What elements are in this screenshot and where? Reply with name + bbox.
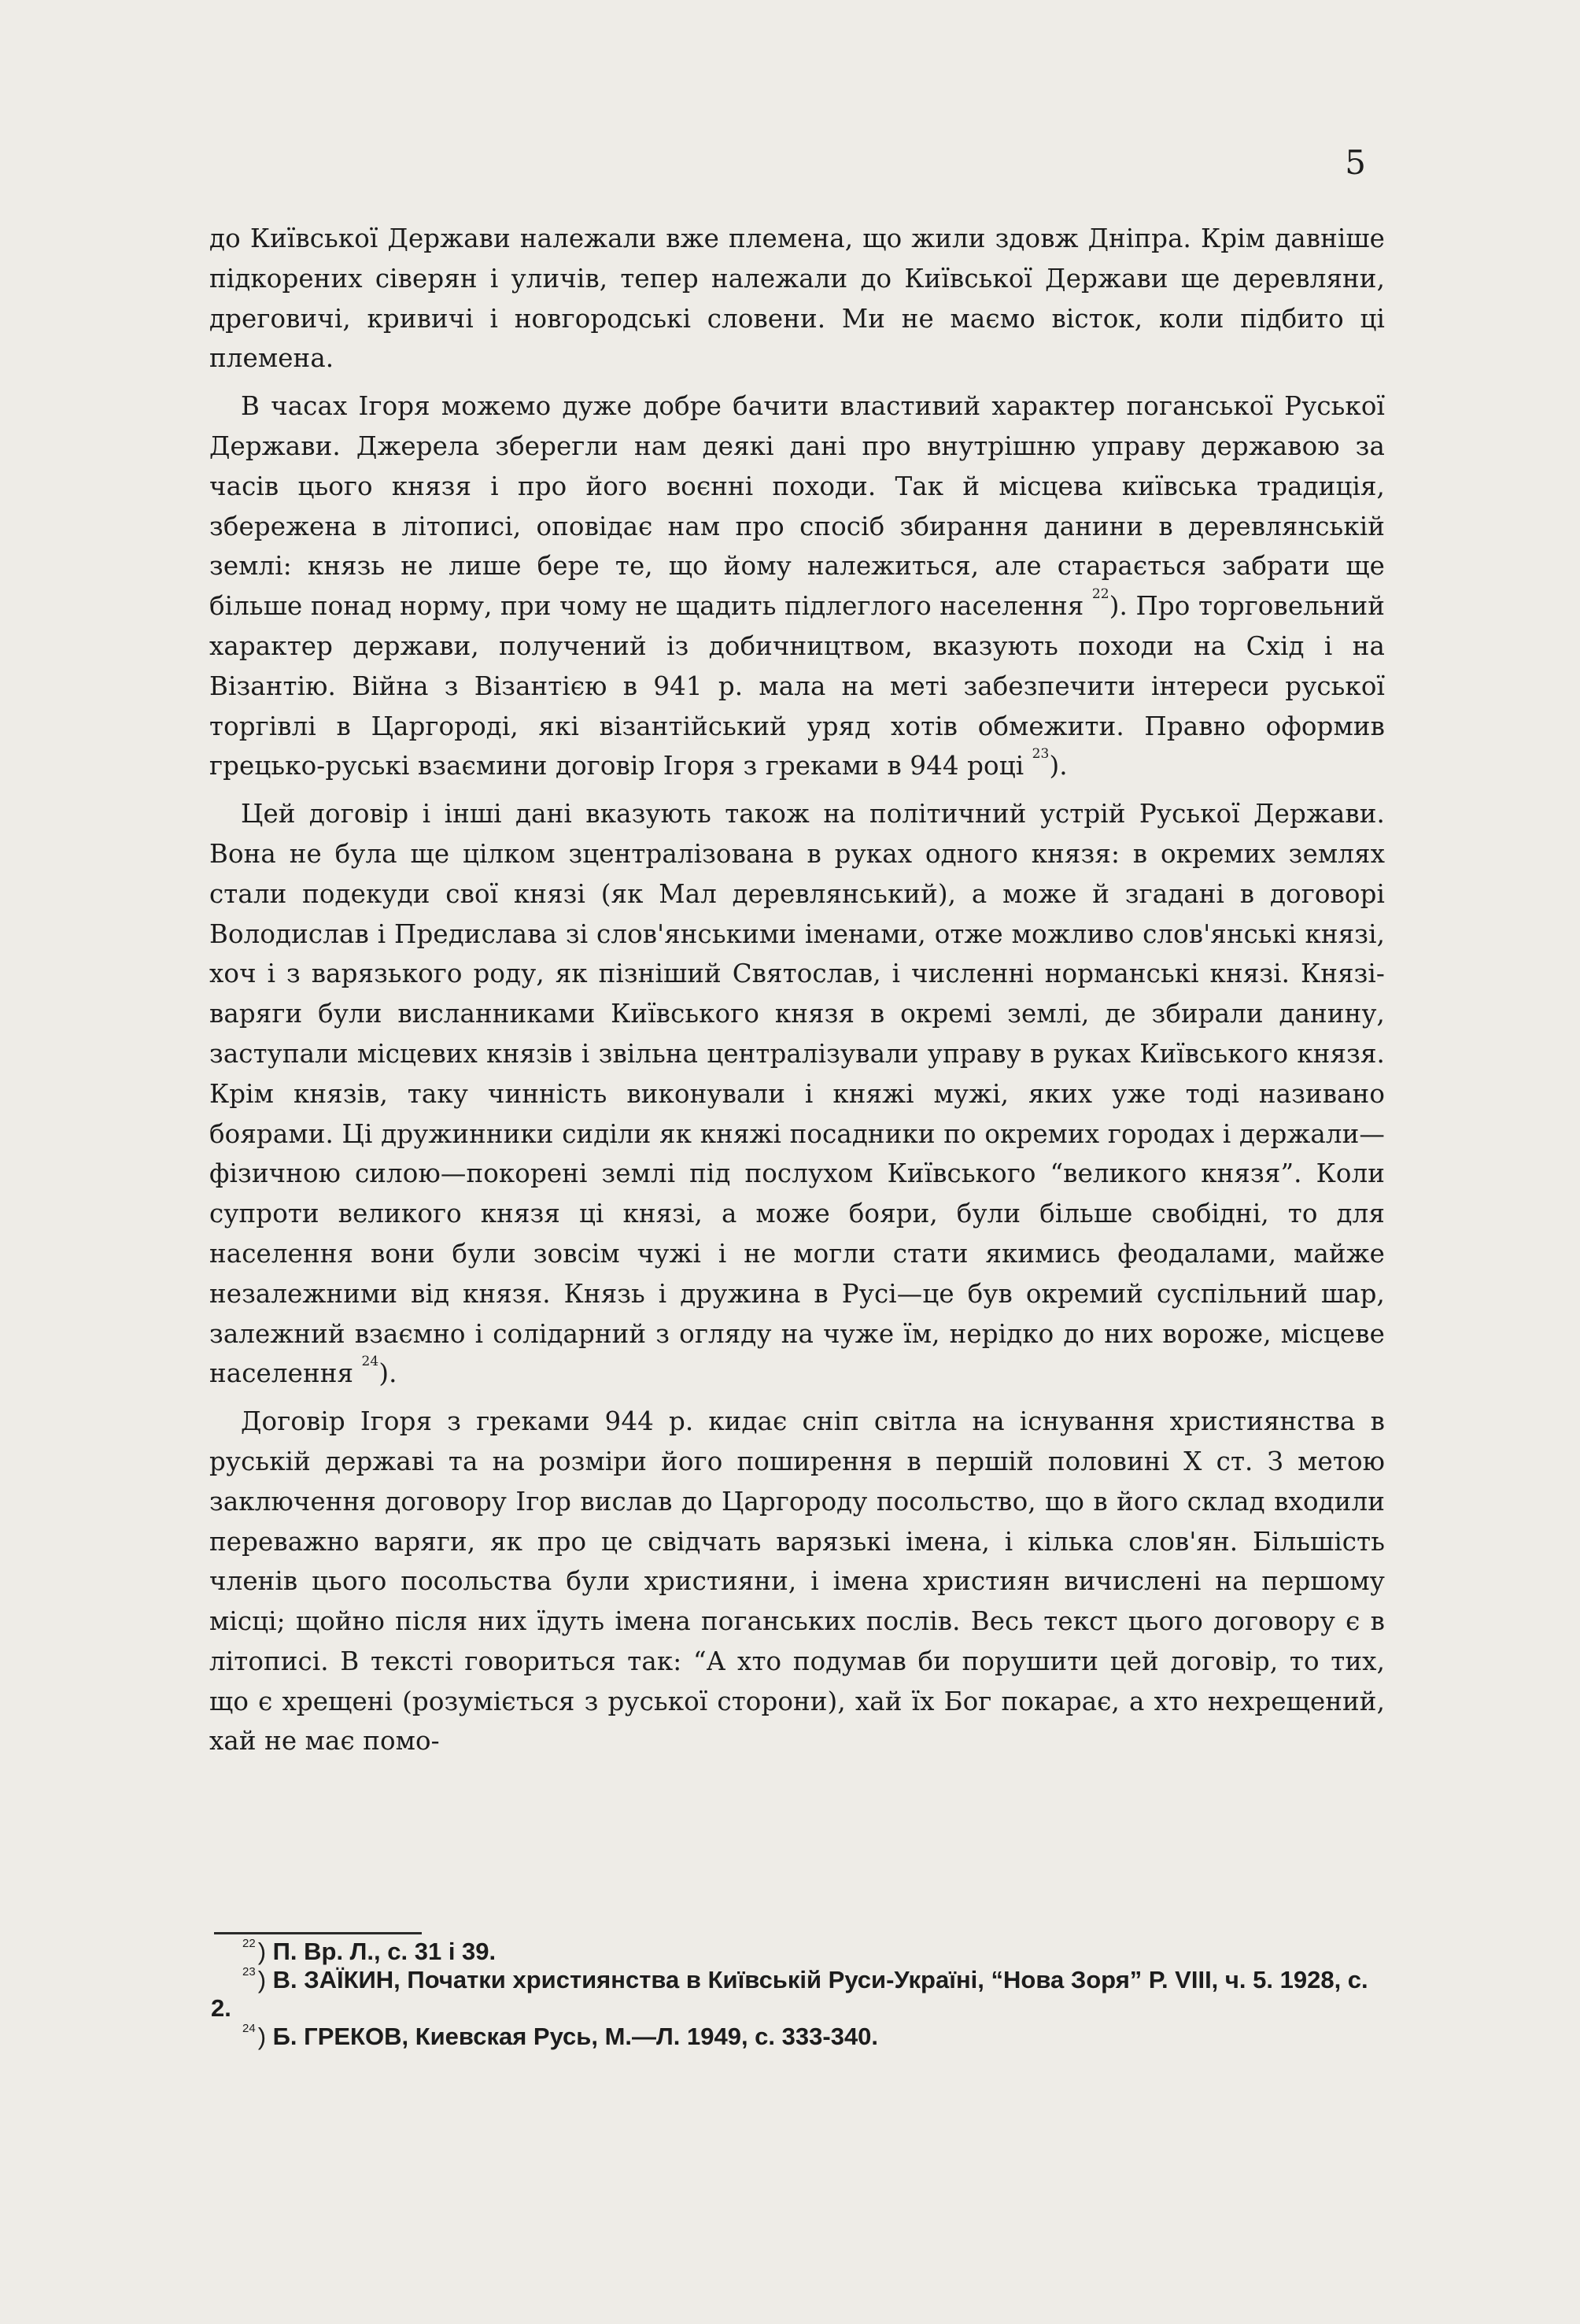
paragraph-3 (209, 794, 1385, 1394)
footnote-mark-23: 23 (242, 1965, 256, 1979)
footnote-mark-24: 24 (242, 2022, 256, 2035)
footnote-ref-23: 23 (1032, 746, 1050, 763)
page-number: 5 (1345, 143, 1366, 182)
main-text (209, 219, 1385, 1769)
paragraph-3-text-b: ). (378, 1358, 397, 1389)
paragraph-2-text-a: В часах Ігоря можемо дуже добре бачити властивий характер поганської Руської Держави. Джерела зберегли нам деякі дані про внутрішню управу державою за часів цього князя і про його воєнні походи. Так й місцева київська традиція, збережена в літописі, оповідає нам про спосіб збирання данини в деревлянській землі: князь не лише бере те, що йому належиться, але старається забрати ще більше понад норму, при чому не щадить підлеглого населення (209, 391, 1385, 622)
footnote-ref-22: 22 (1091, 586, 1109, 603)
paragraph-4-text: Договір Ігоря з греками 944 р. кидає сніп світла на існування християнства в руській державі та на розміри його поширення в першій половині X ст. З метою заключення договору Ігор вислав до Царгороду посольство, що в його склад входили переважно варяги, як про це свідчать варязькі імена, і кілька слов'ян. Більшість членів цього посольства були християни, і імена християн вичислені на першому місці; щойно після них їдуть імена поганських послів. Весь текст цього договору є в літописі. В тексті говориться так: “А хто подумав би порушити цей договір, то тих, що є хрещені (розуміється з руської сторони), хай їх Бог покарає, а хто нехрещений, хай не має помо- (209, 1406, 1385, 1757)
footnote-24: $^{24}$) Б. ГРЕКОВ, Киевская Русь, М.—Л. 1949, с. 333-340. (242, 2022, 879, 2050)
footnotes (211, 1938, 1386, 2051)
footnote-24-text: Б. ГРЕКОВ, Киевская Русь, М.—Л. 1949, с. 333-340. (272, 2023, 879, 2050)
footnote-22-text: П. Вр. Л., с. 31 і 39. (272, 1938, 497, 1965)
footnote-divider (214, 1932, 422, 1934)
paragraph-1 (209, 219, 1385, 379)
paragraph-1-text: до Київської Держави належали вже племена, що жили здовж Дніпра. Крім давніше підкорених сіверян і уличів, тепер належали до Київської Держави ще деревляни, дреговичі, кривичі і новгородські словени. Ми не маємо вісток, коли підбито ці племена. (209, 224, 1385, 374)
footnote-23-text: В. ЗАЇКИН, Початки християнства в Київській Руси-Україні, “Нова Зоря” Р. VIII, ч. 5. 1928, с. 2. (211, 1966, 1368, 2022)
footnote-23: $^{23}$) В. ЗАЇКИН, Початки християнства в Київській Руси-Україні, “Нова Зоря” Р. VIII, ч. 5. 1928, с. 2. (211, 1965, 1368, 2022)
paragraph-2-text-b: ). Про торговельний характер держави, получений із добичництвом, вказують походи на Схід і на Візантію. Війна з Візантією в 941 р. мала на меті забезпечити інтереси руської торгівлі в Царгороді, які візантійський уряд хотів обмежити. Правно оформив грецько-руські взаємини договір Ігоря з греками в 944 році (209, 591, 1385, 781)
paragraph-2-text-c: ). (1049, 751, 1068, 781)
paragraph-3-text-a: Цей договір і інші дані вказують також на політичний устрій Руської Держави. Вона не була ще цілком зцентралізована в руках одного князя: в окремих землях стали подекуди свої князі (як Мал деревлянський), а може й згадані в договорі Володислав і Предислава зі слов'янськими іменами, отже можливо слов'янські князі, хоч і з варязького роду, як пізніший Святослав, і численні норманські князі. Князі-варяги були висланниками Київського князя в окремі землі, де збирали данину, заступали місцевих князів і звільна централізували управу в руках Київського князя. Крім князів, таку чинність виконували і княжі мужі, яких уже тоді називано боярами. Ці дружинники сиділи як княжі посадники по окремих городах і держали—фізичною силою—покорені землі під послухом Київського “великого князя”. Коли супроти великого князя ці князі, а може бояри, були більше свобідні, то для населення вони були зовсім чужі і не могли стати якимись феодалами, майже незалежними від князя. Князь і дружина в Русі—це був окремий суспільний шар, залежний взаємно і солідарний з огляду на чуже їм, нерідко до них вороже, місцеве населення (209, 799, 1385, 1389)
paragraph-4 (209, 1402, 1385, 1761)
footnote-22: $^{22}$) П. Вр. Л., с. 31 і 39. (242, 1937, 497, 1965)
paragraph-2 (209, 386, 1385, 786)
footnote-mark-22: 22 (242, 1937, 256, 1950)
footnote-ref-24: 24 (361, 1354, 379, 1370)
